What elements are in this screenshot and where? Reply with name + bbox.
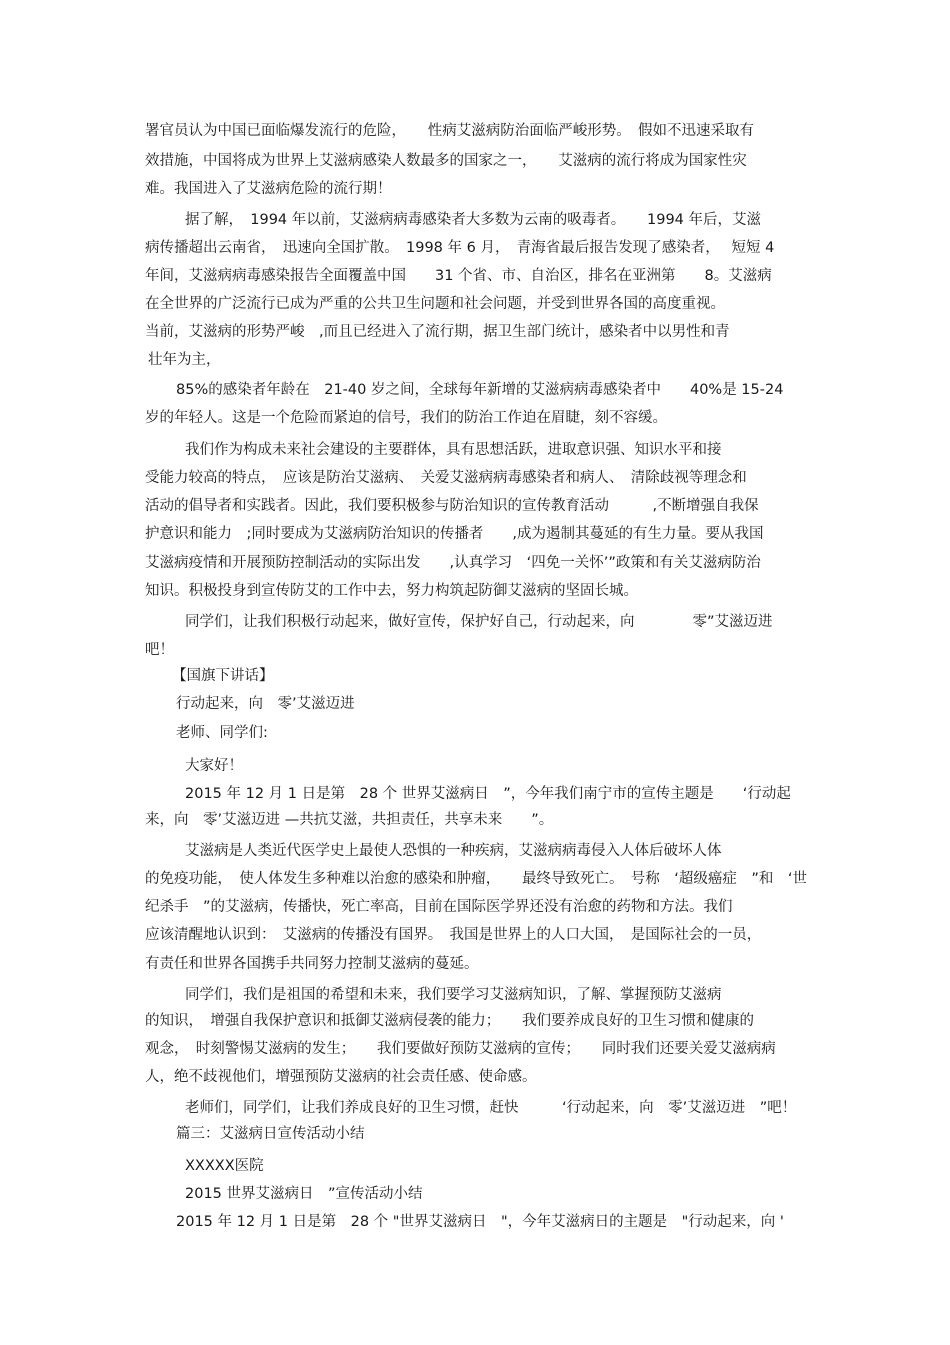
- body-text-line: 我们作为构成未来社会建设的主要群体，具有思想活跃，进取意识强、知识水平和接: [185, 442, 722, 458]
- body-text-line: 的知识， 增强自我保护意识和抵御艾滋病侵袭的能力； 我们要养成良好的卫生习惯和健康的: [145, 1013, 754, 1029]
- body-text-line: 2015 年 12 月 1 日是第 28 个 世界艾滋病日 ”，今年我们南宁市的宣传主题是 ‘行动起: [185, 786, 791, 802]
- body-text-line: 署官员认为中国已面临爆发流行的危险， 性病艾滋病防治面临严峻形势。 假如不迅速采取有: [145, 123, 754, 139]
- body-text-line: 受能力较高的特点， 应该是防治艾滋病、 关爱艾滋病病毒感染者和病人、 清除歧视等理念和: [145, 470, 747, 486]
- body-text-line: 据了解， 1994 年以前，艾滋病病毒感染者大多数为云南的吸毒者。 1994 年后，艾滋: [185, 212, 762, 228]
- body-text-line: 在全世界的广泛流行已成为严重的公共卫生问题和社会问题，并受到世界各国的高度重视。: [145, 296, 725, 312]
- body-text-line: 同学们，我们是祖国的希望和未来，我们要学习艾滋病知识，了解、掌握预防艾滋病: [185, 987, 722, 1003]
- body-text-line: 来，向 零’艾滋迈进 —共抗艾滋，共担责任，共享未来 ”。: [145, 812, 554, 828]
- report-title: 2015 世界艾滋病日 ”宣传活动小结: [185, 1186, 423, 1202]
- body-text-line: 活动的倡导者和实践者。因此，我们要积极参与防治知识的宣传教育活动 ,不断增强自我保: [145, 498, 759, 514]
- body-text-line: 病传播超出云南省， 迅速向全国扩散。 1998 年 6 月， 青海省最后报告发现了感染者， 短短 4: [145, 240, 775, 256]
- body-text-line: 85%的感染者年龄在 21-40 岁之间，全球每年新增的艾滋病病毒感染者中 40%是 15-24: [176, 382, 784, 398]
- body-text-line: 护意识和能力 ;同时要成为艾滋病防治知识的传播者 ,成为遏制其蔓延的有生力量。要从我国: [145, 526, 764, 542]
- body-text-line: 艾滋病疫情和开展预防控制活动的实际出发 ,认真学习 ‘四免一关怀’”政策和有关艾滋病防治: [145, 555, 761, 571]
- body-text-line: 当前，艾滋病的形势严峻 ,而且已经进入了流行期，据卫生部门统计，感染者中以男性和青: [145, 324, 730, 340]
- hospital-name: XXXXX医院: [185, 1158, 264, 1174]
- speech-title: 行动起来，向 零’艾滋迈进: [176, 696, 355, 712]
- body-text-line: 老师们，同学们，让我们养成良好的卫生习惯，赶快 ‘行动起来，向 零’艾滋迈进 ”吧！: [185, 1100, 797, 1116]
- salutation: 老师、同学们:: [176, 725, 268, 741]
- body-text-line: 有责任和世界各国携手共同努力控制艾滋病的蔓延。: [145, 956, 479, 972]
- body-text-line: 壮年为主，: [148, 352, 221, 368]
- body-text-line: 2015 年 12 月 1 日是第 28 个 "世界艾滋病日 "，今年艾滋病日的主题是 "行动起来，向 ': [176, 1214, 784, 1230]
- body-text-line: 的免疫功能， 使人体发生多种难以治愈的感染和肿瘤， 最终导致死亡。 号称 ‘超级癌症 ”和 ‘世: [145, 871, 807, 887]
- body-text-line: 吧！: [145, 642, 174, 658]
- body-text-line: 人，绝不歧视他们，增强预防艾滋病的社会责任感、使命感。: [145, 1069, 537, 1085]
- body-text-line: 难。我国进入了艾滋病危险的流行期！: [145, 181, 392, 197]
- body-text-line: 应该清醒地认识到： 艾滋病的传播没有国界。 我国是世界上的人口大国， 是国际社会的一员，: [145, 927, 762, 943]
- body-text-line: 年间，艾滋病病毒感染报告全面覆盖中国 31 个省、市、自治区，排名在亚洲第 8。艾滋病: [145, 268, 772, 284]
- section-heading: 【国旗下讲话】: [172, 668, 274, 684]
- section-heading: 篇三：艾滋病日宣传活动小结: [176, 1126, 365, 1142]
- body-text-line: 岁的年轻人。这是一个危险而紧迫的信号，我们的防治工作迫在眉睫，刻不容缓。: [145, 410, 667, 426]
- body-text-line: 纪杀手 ”的艾滋病，传播快，死亡率高，目前在国际医学界还没有治愈的药物和方法。我们: [145, 899, 733, 915]
- body-text-line: 同学们，让我们积极行动起来，做好宣传，保护好自己，行动起来，向 零”艾滋迈进: [185, 614, 773, 630]
- greeting: 大家好！: [185, 758, 243, 774]
- body-text-line: 效措施，中国将成为世界上艾滋病感染人数最多的国家之一， 艾滋病的流行将成为国家性灾: [145, 153, 747, 169]
- body-text-line: 艾滋病是人类近代医学史上最使人恐惧的一种疾病，艾滋病病毒侵入人体后破坏人体: [185, 843, 722, 859]
- body-text-line: 知识。积极投身到宣传防艾的工作中去，努力构筑起防御艾滋病的坚固长城。: [145, 583, 638, 599]
- body-text-line: 观念， 时刻警惕艾滋病的发生； 我们要做好预防艾滋病的宣传； 同时我们还要关爱艾滋病病: [145, 1041, 776, 1057]
